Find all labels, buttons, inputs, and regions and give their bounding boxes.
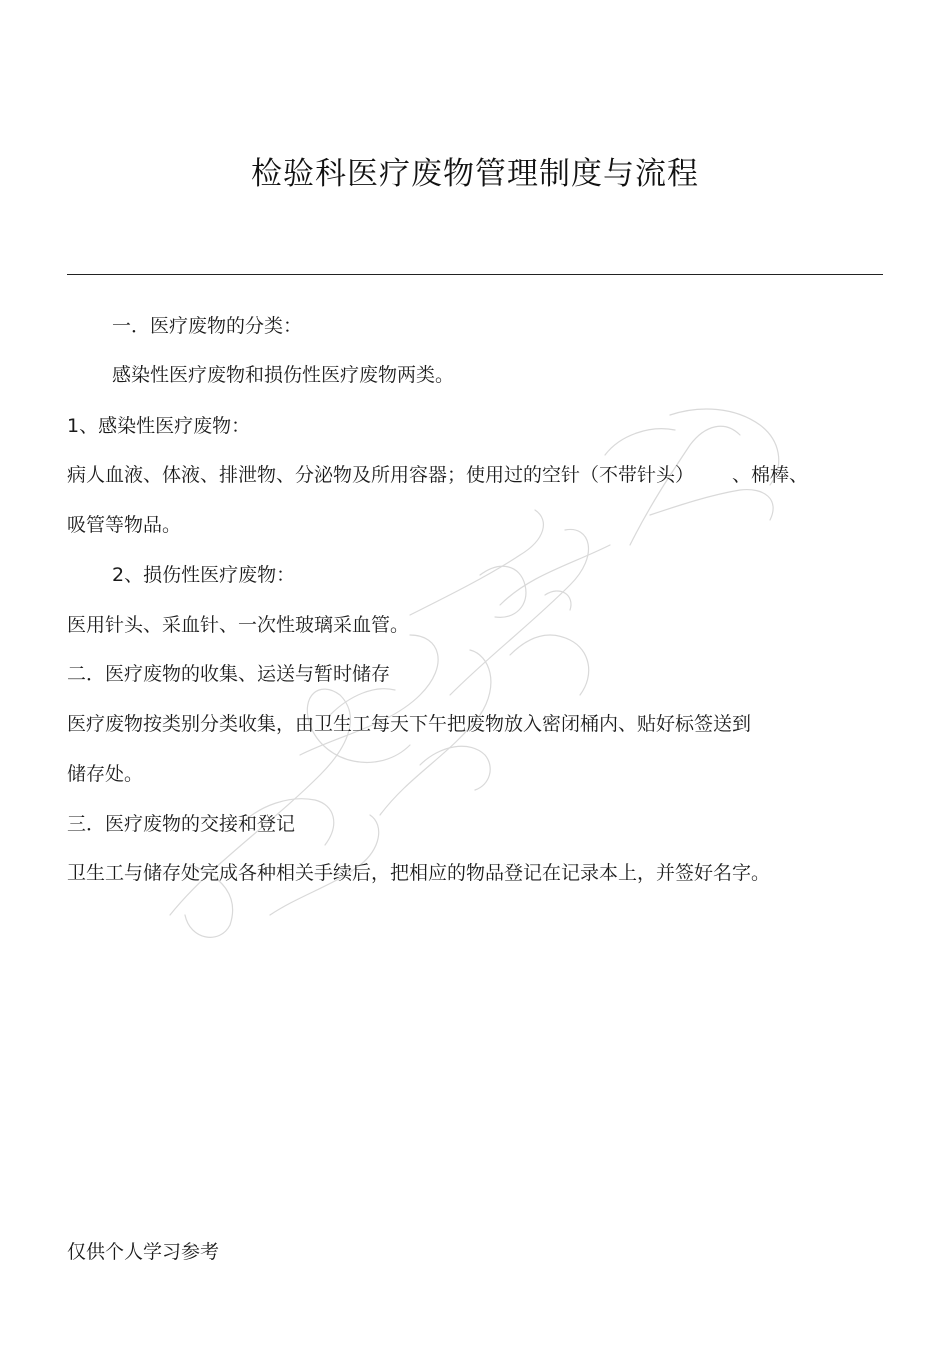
paragraph-text-part: 、棉棒、 <box>732 464 809 486</box>
paragraph-text <box>67 463 808 487</box>
subsection-heading: 1、感染性医疗废物： <box>67 415 251 437</box>
paragraph-text: 医用针头、采血针、一次性玻璃采血管。 <box>67 614 410 636</box>
section-heading-collection: 二．医疗废物的收集、运送与暂时储存 <box>67 663 391 685</box>
title-divider <box>67 274 883 275</box>
section-heading-handover: 三．医疗废物的交接和登记 <box>67 813 296 835</box>
footer-note: 仅供个人学习参考 <box>67 1241 220 1263</box>
paragraph-text: 卫生工与储存处完成各种相关手续后，把相应的物品登记在记录本上，并签好名字。 <box>67 862 771 884</box>
section-heading-classification: 一．医疗废物的分类： <box>112 315 303 337</box>
paragraph-text: 吸管等物品。 <box>67 514 182 536</box>
paragraph-text: 感染性医疗废物和损伤性医疗废物两类。 <box>112 364 455 386</box>
paragraph-text: 医疗废物按类别分类收集，由卫生工每天下午把废物放入密闭桶内、贴好标签送到 <box>67 713 752 735</box>
subsection-heading: 2、损伤性医疗废物： <box>112 564 296 586</box>
paragraph-text: 储存处。 <box>67 763 144 785</box>
document-title: 检验科医疗废物管理制度与流程 <box>251 156 699 192</box>
paragraph-text-part: 病人血液、体液、排泄物、分泌物及所用容器；使用过的空针（不带针头） <box>67 464 695 486</box>
